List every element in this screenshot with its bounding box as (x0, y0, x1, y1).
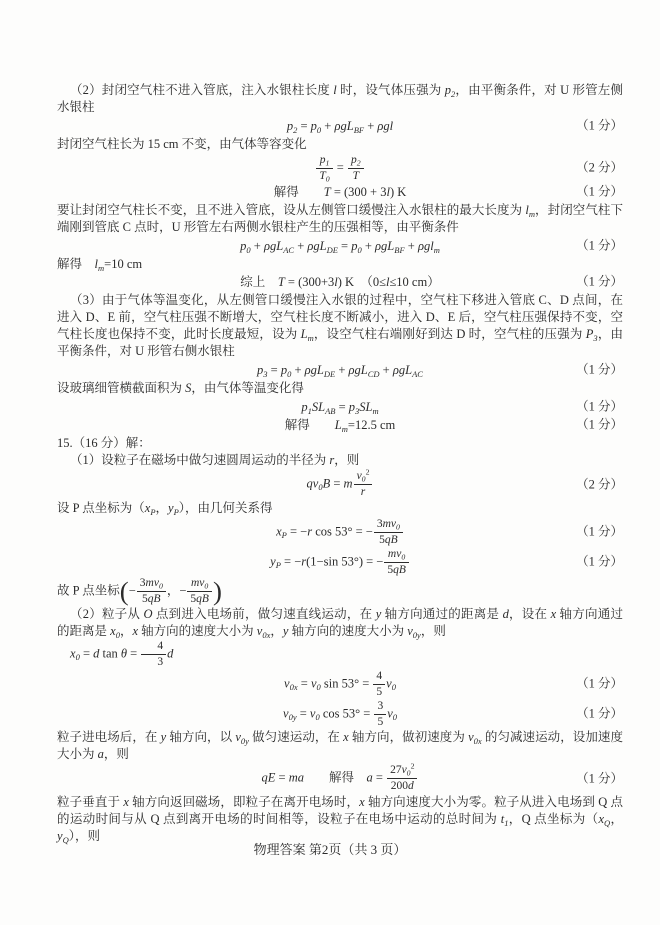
score-label: （1 分） (576, 417, 623, 432)
fraction: $\frac{3}{5}$ (374, 700, 386, 729)
fraction: $\frac{27v_0^2}{200d}$ (387, 764, 417, 793)
paragraph: 解得 $l_m=10$ cm (57, 256, 143, 273)
formula-row (57, 700, 623, 729)
score-label: （1 分） (576, 274, 623, 289)
formula-row (57, 518, 623, 547)
formula-row (57, 764, 623, 793)
score-label: （1 分） (576, 706, 623, 721)
formula: $v_{0y} = v_0$ cos 53° = $\frac{3}{5}$ $v_0$ (283, 699, 397, 728)
paragraph: 设玻璃细管横截面积为 S，由气体等温变化得 (57, 380, 304, 395)
score-label: （1 分） (576, 771, 623, 786)
formula: 解得 T = (300 + 3l) K (273, 185, 407, 199)
page-footer: 物理答案 第2页（共 3 页） (253, 842, 407, 857)
fraction: $\frac{p_2}{T}$ (348, 154, 364, 183)
paragraph: 设 P 点坐标为（$x_P$，$y_P$），由几何关系得 (57, 500, 273, 517)
fraction: $\frac{p_1}{T_0}$ (316, 154, 332, 183)
formula: qE = ma 解得 a = $\frac{27v_0^2}{200d}$ (262, 764, 419, 793)
formula-row (57, 398, 623, 416)
score-label: （1 分） (576, 118, 623, 133)
formula: $p_0 + \rho gL_{AC} + \rho gL_{DE} = p_0 + \rho gL_{BF} + \rho gl_m$ (240, 238, 440, 255)
score-label: （2 分） (576, 160, 623, 175)
fraction: $\frac{4}{5}$ (373, 670, 385, 699)
paragraph: （1）设粒子在磁场中做匀速圆周运动的半径为 r，则 (70, 453, 360, 468)
formula: 解得 $L_m=12.5$ cm (284, 418, 396, 435)
formula-row (57, 548, 623, 577)
paragraph: （2）粒子从 O 点到进入电场前，做匀速直线运动，在 y 轴方向通过的距离是 d，设在 x 轴方向通过的距离是 $x_0$，x 轴方向的速度大小为 $v_{0x}$，y 轴方向的速度大小为 $v_{0y}$，则 (57, 607, 623, 641)
paragraph: （2）封闭空气柱不进入管底，注入水银柱长度 l 时，设气体压强为 $p_2$，由平衡条件，对 U 形管左侧水银柱 (57, 83, 623, 114)
formula: $p_1SL_{AB} = p_3SL_m$ (301, 399, 379, 416)
paragraph: 15.（16 分）解： (57, 436, 151, 451)
paragraph: （3）由于气体等温变化，从左侧管口缓慢注入水银的过程中，空气柱下移进入管底 C、D 点间，在进入 D、E 前，空气柱压强不断增大，空气柱长度不断减小，进入 D、E 后，空气柱压强保持不变，空气柱长度也保持不变，此时长度最短，设为 $L_m$，设空气柱右端刚好到达 D 时，空气柱的压强为 $P_3$，由平衡条件，对 U 形管右侧水银柱 (57, 293, 623, 359)
paragraph: 要让封闭空气柱长不变，且不进入管底，设从左侧管口缓慢注入水银柱的最大长度为 $l_m$，封闭空气柱下端刚到管底 C 点时，U 形管左右两侧水银柱产生的压强相等，由平衡条件 (57, 203, 623, 234)
fraction: $\frac{4}{3}$ (141, 640, 166, 669)
document-body (57, 82, 623, 845)
paragraph: $x_0 = d$ tan θ = $\frac{4}{3}$ d (70, 640, 174, 668)
formula: $p_2 = p_0 + \rho gL_{BF} + \rho gl$ (286, 118, 394, 135)
score-label: （1 分） (576, 554, 623, 569)
score-label: （1 分） (576, 524, 623, 539)
paragraph: 故 P 点坐标(− $\frac{3mv_0}{5qB}$ ，− $\frac{mv_0}{5qB}$ ) (57, 575, 222, 606)
formula-row (57, 361, 623, 379)
paragraph: 封闭空气柱长为 15 cm 不变，由气体等容变化 (57, 136, 307, 151)
formula: $v_{0x} = v_0$ sin 53° = $\frac{4}{5}$ $v_0$ (284, 669, 396, 698)
paragraph: 粒子垂直于 x 轴方向返回磁场，即粒子在离开电场时，x 轴方向速度大小为零。粒子从进入电场到 Q 点的运动时间与从 Q 点到离开电场的时间相等，设粒子在电场中运动的总时间为 $t_1$，Q 点坐标为（$x_Q$，$y_Q$），则 (57, 795, 623, 846)
fraction: $\frac{3mv_0}{5qB}$ (374, 518, 403, 547)
formula: $p_3 = p_0 + \rho gL_{DE} + \rho gL_{CD} + \rho gL_{AC}$ (257, 362, 423, 379)
formula: $\frac{p_1}{T_0}$ = $\frac{p_2}{T}$ (315, 154, 364, 183)
formula: $x_P = -r$ cos 53° = − $\frac{3mv_0}{5qB}$ (276, 518, 404, 547)
formula-row (57, 417, 623, 435)
fraction: $\frac{mv_0}{5qB}$ (384, 548, 409, 577)
fraction: $\frac{3mv_0}{5qB}$ (137, 577, 166, 606)
score-label: （1 分） (576, 676, 623, 691)
formula: $qv_0B = m$ $\frac{v_0^2}{r}$ (307, 470, 374, 499)
score-label: （1 分） (576, 238, 623, 253)
big-paren-open-icon: ( (119, 575, 129, 606)
formula-row (57, 237, 623, 255)
big-paren-close-icon: ) (212, 575, 222, 606)
score-label: （2 分） (576, 477, 623, 491)
paragraph: 粒子进电场后，在 y 轴方向，以 $v_{0y}$ 做匀速运动，在 x 轴方向，做初速度为 $v_{0x}$ 的匀减速运动，设加速度大小为 a，则 (57, 730, 623, 762)
score-label: （1 分） (576, 399, 623, 414)
score-label: （1 分） (576, 184, 623, 199)
formula-row (57, 670, 623, 699)
score-label: （1 分） (576, 362, 623, 377)
fraction: $\frac{v_0^2}{r}$ (354, 470, 373, 499)
formula-row (57, 183, 623, 201)
formula: 综上 T = (300+3l) K （0≤l≤10 cm） (240, 275, 440, 290)
formula: $y_P = -r(1-\sin$ 53°) = − $\frac{mv_0}{5qB}$ (270, 548, 410, 577)
fraction: $\frac{mv_0}{5qB}$ (187, 577, 212, 606)
formula-row (57, 117, 623, 135)
formula-row (57, 467, 623, 499)
formula-row (57, 154, 623, 183)
formula-row (57, 274, 623, 292)
